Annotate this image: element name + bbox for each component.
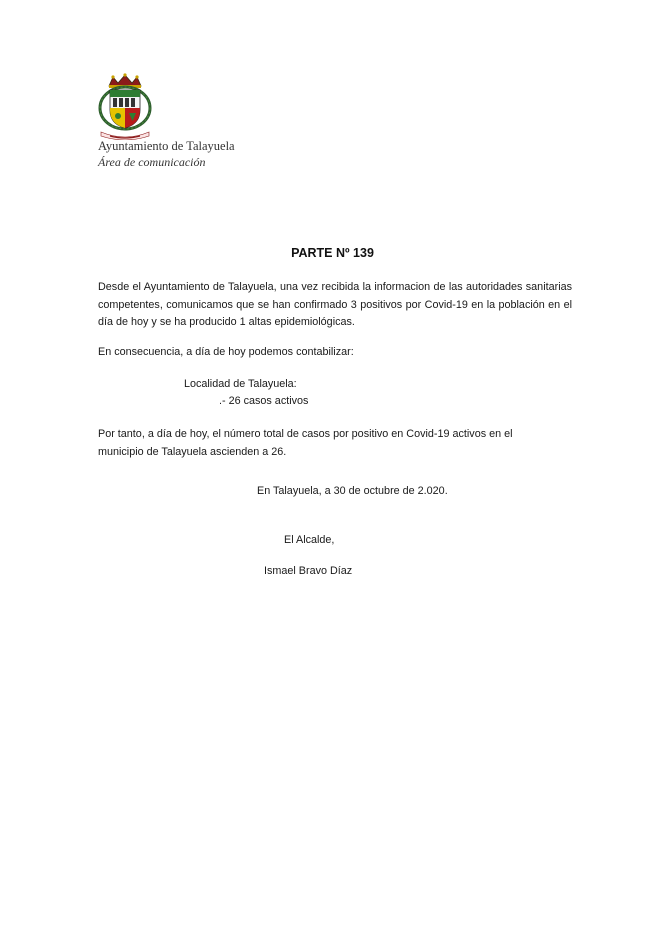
active-cases-count: .- 26 casos activos bbox=[219, 395, 309, 407]
paragraph-summary: Por tanto, a día de hoy, el número total de casos por positivo en Covid-19 activos en el municipio de Talayuela ascienden a 26. bbox=[98, 428, 513, 458]
signer-role: El Alcalde, bbox=[284, 534, 335, 546]
org-name: Ayuntamiento de Talayuela bbox=[98, 139, 235, 153]
place-and-date: En Talayuela, a 30 de octubre de 2.020. bbox=[257, 485, 448, 497]
signer-name: Ismael Bravo Díaz bbox=[264, 565, 353, 577]
coat-of-arms-icon bbox=[96, 72, 154, 140]
locality-label: Localidad de Talayuela: bbox=[184, 378, 297, 390]
org-area: Área de comunicación bbox=[98, 155, 206, 169]
paragraph-count-intro: En consecuencia, a día de hoy podemos contabilizar: bbox=[98, 346, 354, 358]
document-title: PARTE Nº 139 bbox=[291, 246, 374, 260]
paragraph-intro: Desde el Ayuntamiento de Talayuela, una vez recibida la informacion de las autoridades sanitarias competentes, comunicamos que se han confirmado 3 positivos por Covid-19 en la población en el día de hoy y se ha producido 1 altas epidemiológicas. bbox=[98, 281, 572, 328]
